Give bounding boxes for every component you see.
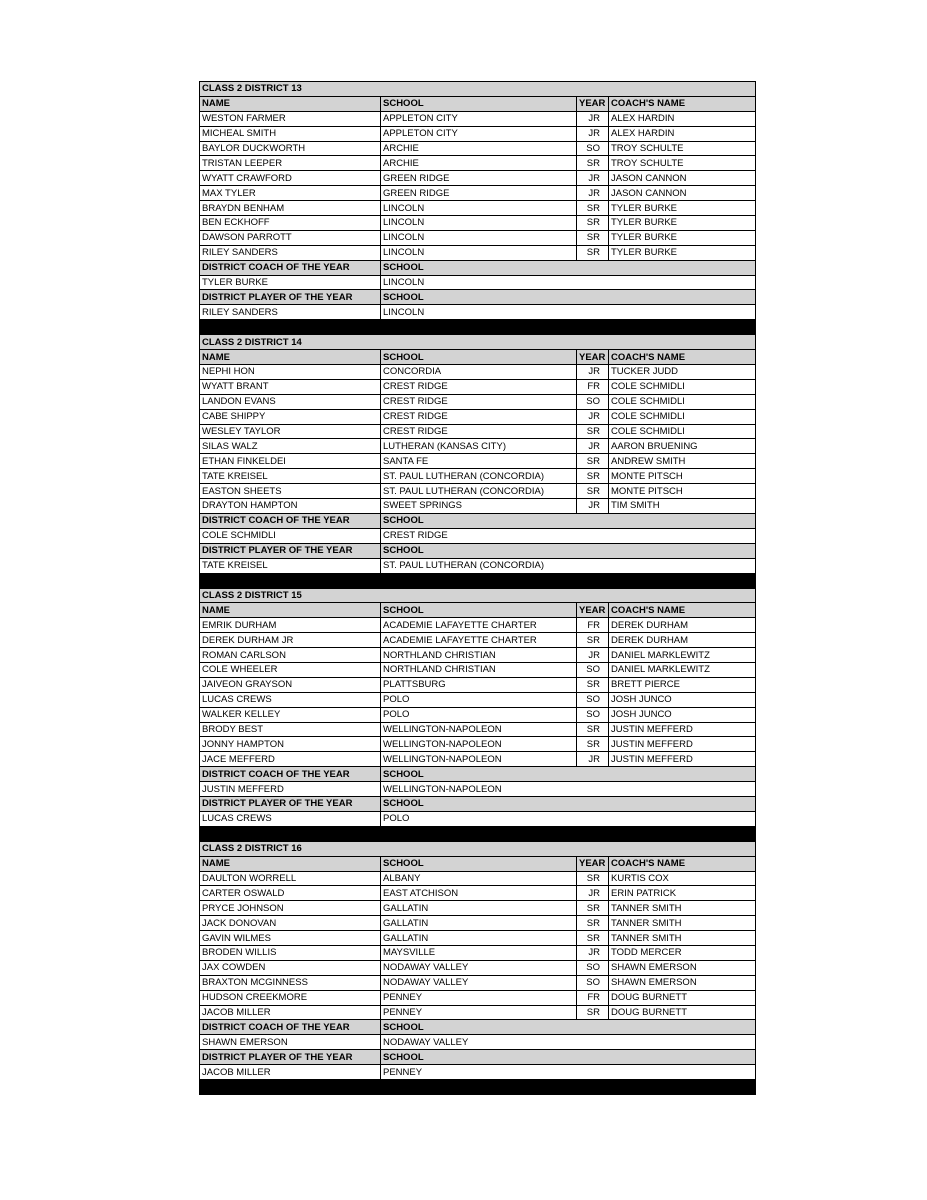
player-school: NORTHLAND CHRISTIAN	[381, 662, 577, 677]
player-year: JR	[577, 126, 609, 141]
player-year: SO	[577, 960, 609, 975]
player-school: SANTA FE	[381, 454, 577, 469]
player-coach: TANNER SMITH	[609, 931, 756, 946]
player-coach: MONTE PITSCH	[609, 484, 756, 499]
player-row	[200, 171, 756, 186]
player-school: NODAWAY VALLEY	[381, 975, 577, 990]
coach-of-year-row	[200, 782, 756, 797]
player-name: WALKER KELLEY	[200, 707, 381, 722]
separator-bar	[200, 1080, 756, 1095]
player-row	[200, 439, 756, 454]
player-of-year-school-label: SCHOOL	[381, 1050, 756, 1065]
player-of-year-name: JACOB MILLER	[200, 1065, 381, 1080]
player-name: BRODEN WILLIS	[200, 945, 381, 960]
player-row	[200, 722, 756, 737]
player-coach: ALEX HARDIN	[609, 111, 756, 126]
player-year: SO	[577, 707, 609, 722]
player-name: COLE WHEELER	[200, 662, 381, 677]
player-year: FR	[577, 618, 609, 633]
player-name: EMRIK DURHAM	[200, 618, 381, 633]
player-name: TATE KREISEL	[200, 469, 381, 484]
player-row	[200, 409, 756, 424]
header-name: NAME	[200, 856, 381, 871]
player-coach: COLE SCHMIDLI	[609, 394, 756, 409]
player-school: LINCOLN	[381, 230, 577, 245]
player-school: ARCHIE	[381, 141, 577, 156]
player-coach: TYLER BURKE	[609, 201, 756, 216]
player-row	[200, 886, 756, 901]
player-coach: TYLER BURKE	[609, 216, 756, 231]
district-title-row	[200, 841, 756, 856]
player-coach: JUSTIN MEFFERD	[609, 752, 756, 767]
player-coach: JASON CANNON	[609, 186, 756, 201]
coach-of-year-school: LINCOLN	[381, 275, 756, 290]
player-year: SR	[577, 737, 609, 752]
player-coach: COLE SCHMIDLI	[609, 424, 756, 439]
player-coach: SHAWN EMERSON	[609, 960, 756, 975]
player-of-year-row	[200, 811, 756, 826]
player-row	[200, 692, 756, 707]
player-school: SWEET SPRINGS	[381, 499, 577, 514]
player-row	[200, 365, 756, 380]
player-year: SR	[577, 484, 609, 499]
player-name: LUCAS CREWS	[200, 692, 381, 707]
player-row	[200, 975, 756, 990]
player-school: GREEN RIDGE	[381, 171, 577, 186]
player-row	[200, 126, 756, 141]
column-header-row	[200, 603, 756, 618]
player-coach: DANIEL MARKLEWITZ	[609, 662, 756, 677]
player-school: ACADEMIE LAFAYETTE CHARTER	[381, 633, 577, 648]
player-row	[200, 394, 756, 409]
player-of-year-label: DISTRICT PLAYER OF THE YEAR	[200, 290, 381, 305]
player-row	[200, 469, 756, 484]
player-year: JR	[577, 886, 609, 901]
player-row	[200, 499, 756, 514]
separator-bar	[200, 320, 756, 335]
column-header-row	[200, 856, 756, 871]
player-coach: KURTIS COX	[609, 871, 756, 886]
player-name: DAULTON WORRELL	[200, 871, 381, 886]
player-name: WESTON FARMER	[200, 111, 381, 126]
player-year: SO	[577, 662, 609, 677]
separator-bar	[200, 573, 756, 588]
player-school: ST. PAUL LUTHERAN (CONCORDIA)	[381, 484, 577, 499]
player-of-year-school-label: SCHOOL	[381, 290, 756, 305]
player-of-year-header-row	[200, 290, 756, 305]
coach-of-year-name: COLE SCHMIDLI	[200, 528, 381, 543]
player-coach: DEREK DURHAM	[609, 618, 756, 633]
player-row	[200, 737, 756, 752]
player-school: GALLATIN	[381, 901, 577, 916]
player-school: NORTHLAND CHRISTIAN	[381, 648, 577, 663]
player-year: SR	[577, 469, 609, 484]
player-year: JR	[577, 752, 609, 767]
player-name: CARTER OSWALD	[200, 886, 381, 901]
player-row	[200, 618, 756, 633]
player-name: EASTON SHEETS	[200, 484, 381, 499]
player-year: SR	[577, 722, 609, 737]
player-year: SR	[577, 677, 609, 692]
coach-of-year-school-label: SCHOOL	[381, 1020, 756, 1035]
player-row	[200, 216, 756, 231]
coach-of-year-school: CREST RIDGE	[381, 528, 756, 543]
player-school: NODAWAY VALLEY	[381, 960, 577, 975]
header-year: YEAR	[577, 350, 609, 365]
player-of-year-header-row	[200, 1050, 756, 1065]
player-name: WYATT BRANT	[200, 379, 381, 394]
player-school: CREST RIDGE	[381, 424, 577, 439]
player-row	[200, 201, 756, 216]
player-row	[200, 916, 756, 931]
player-row	[200, 156, 756, 171]
coach-of-year-label: DISTRICT COACH OF THE YEAR	[200, 513, 381, 528]
player-name: MICHEAL SMITH	[200, 126, 381, 141]
player-school: WELLINGTON-NAPOLEON	[381, 737, 577, 752]
player-of-year-header-row	[200, 543, 756, 558]
player-of-year-name: RILEY SANDERS	[200, 305, 381, 320]
player-year: JR	[577, 439, 609, 454]
player-row	[200, 111, 756, 126]
player-coach: DOUG BURNETT	[609, 1005, 756, 1020]
player-of-year-label: DISTRICT PLAYER OF THE YEAR	[200, 796, 381, 811]
player-coach: SHAWN EMERSON	[609, 975, 756, 990]
player-name: ETHAN FINKELDEI	[200, 454, 381, 469]
player-coach: TYLER BURKE	[609, 230, 756, 245]
all-district-table	[199, 81, 756, 1095]
player-year: SR	[577, 901, 609, 916]
coach-of-year-row	[200, 1035, 756, 1050]
player-row	[200, 648, 756, 663]
header-name: NAME	[200, 96, 381, 111]
player-name: WYATT CRAWFORD	[200, 171, 381, 186]
player-name: MAX TYLER	[200, 186, 381, 201]
player-coach: TUCKER JUDD	[609, 365, 756, 380]
player-of-year-name: TATE KREISEL	[200, 558, 381, 573]
player-school: MAYSVILLE	[381, 945, 577, 960]
player-school: LINCOLN	[381, 245, 577, 260]
player-year: JR	[577, 409, 609, 424]
coach-of-year-school: NODAWAY VALLEY	[381, 1035, 756, 1050]
player-of-year-school-label: SCHOOL	[381, 796, 756, 811]
player-name: JACK DONOVAN	[200, 916, 381, 931]
column-header-row	[200, 96, 756, 111]
player-school: POLO	[381, 707, 577, 722]
player-coach: ANDREW SMITH	[609, 454, 756, 469]
player-name: GAVIN WILMES	[200, 931, 381, 946]
player-school: LUTHERAN (KANSAS CITY)	[381, 439, 577, 454]
header-coach: COACH'S NAME	[609, 96, 756, 111]
player-coach: DANIEL MARKLEWITZ	[609, 648, 756, 663]
district-title: CLASS 2 DISTRICT 16	[200, 841, 756, 856]
player-name: BAYLOR DUCKWORTH	[200, 141, 381, 156]
player-name: DEREK DURHAM JR	[200, 633, 381, 648]
player-row	[200, 901, 756, 916]
player-school: LINCOLN	[381, 201, 577, 216]
coach-of-year-school: WELLINGTON-NAPOLEON	[381, 782, 756, 797]
header-school: SCHOOL	[381, 96, 577, 111]
player-coach: TROY SCHULTE	[609, 141, 756, 156]
player-of-year-row	[200, 1065, 756, 1080]
player-year: JR	[577, 171, 609, 186]
coach-of-year-header-row	[200, 513, 756, 528]
player-year: JR	[577, 945, 609, 960]
player-school: CONCORDIA	[381, 365, 577, 380]
player-year: SR	[577, 201, 609, 216]
player-coach: ALEX HARDIN	[609, 126, 756, 141]
player-coach: ERIN PATRICK	[609, 886, 756, 901]
all-district-sheet	[199, 81, 755, 1095]
player-school: GALLATIN	[381, 916, 577, 931]
player-row	[200, 454, 756, 469]
district-title: CLASS 2 DISTRICT 14	[200, 335, 756, 350]
player-name: BEN ECKHOFF	[200, 216, 381, 231]
player-year: SR	[577, 424, 609, 439]
header-school: SCHOOL	[381, 603, 577, 618]
player-name: RILEY SANDERS	[200, 245, 381, 260]
header-year: YEAR	[577, 603, 609, 618]
player-year: SR	[577, 245, 609, 260]
coach-of-year-row	[200, 528, 756, 543]
player-year: SO	[577, 394, 609, 409]
player-school: PENNEY	[381, 990, 577, 1005]
coach-of-year-row	[200, 275, 756, 290]
player-year: JR	[577, 111, 609, 126]
player-name: JAX COWDEN	[200, 960, 381, 975]
player-row	[200, 931, 756, 946]
coach-of-year-school-label: SCHOOL	[381, 513, 756, 528]
player-name: SILAS WALZ	[200, 439, 381, 454]
player-year: SR	[577, 871, 609, 886]
header-name: NAME	[200, 603, 381, 618]
player-year: SR	[577, 916, 609, 931]
player-school: WELLINGTON-NAPOLEON	[381, 752, 577, 767]
player-year: JR	[577, 648, 609, 663]
player-name: NEPHI HON	[200, 365, 381, 380]
section-separator	[200, 1080, 756, 1095]
player-year: SR	[577, 454, 609, 469]
header-year: YEAR	[577, 96, 609, 111]
coach-of-year-name: JUSTIN MEFFERD	[200, 782, 381, 797]
player-row	[200, 1005, 756, 1020]
player-row	[200, 633, 756, 648]
player-name: LANDON EVANS	[200, 394, 381, 409]
player-row	[200, 752, 756, 767]
player-school: EAST ATCHISON	[381, 886, 577, 901]
coach-of-year-school-label: SCHOOL	[381, 767, 756, 782]
player-row	[200, 960, 756, 975]
player-row	[200, 379, 756, 394]
coach-of-year-name: TYLER BURKE	[200, 275, 381, 290]
player-coach: TANNER SMITH	[609, 901, 756, 916]
player-row	[200, 186, 756, 201]
player-row	[200, 677, 756, 692]
player-year: SR	[577, 633, 609, 648]
player-row	[200, 245, 756, 260]
header-year: YEAR	[577, 856, 609, 871]
player-of-year-name: LUCAS CREWS	[200, 811, 381, 826]
player-year: SO	[577, 141, 609, 156]
player-row	[200, 662, 756, 677]
player-of-year-school: PENNEY	[381, 1065, 756, 1080]
player-coach: JUSTIN MEFFERD	[609, 737, 756, 752]
district-title: CLASS 2 DISTRICT 13	[200, 82, 756, 97]
player-coach: TODD MERCER	[609, 945, 756, 960]
header-coach: COACH'S NAME	[609, 350, 756, 365]
coach-of-year-label: DISTRICT COACH OF THE YEAR	[200, 767, 381, 782]
player-coach: JOSH JUNCO	[609, 707, 756, 722]
player-name: BRAYDN BENHAM	[200, 201, 381, 216]
header-name: NAME	[200, 350, 381, 365]
section-separator	[200, 573, 756, 588]
player-name: JAIVEON GRAYSON	[200, 677, 381, 692]
coach-of-year-header-row	[200, 1020, 756, 1035]
player-of-year-school: POLO	[381, 811, 756, 826]
player-coach: DEREK DURHAM	[609, 633, 756, 648]
section-separator	[200, 826, 756, 841]
player-year: JR	[577, 365, 609, 380]
player-of-year-row	[200, 558, 756, 573]
player-school: APPLETON CITY	[381, 111, 577, 126]
player-school: GREEN RIDGE	[381, 186, 577, 201]
player-name: BRODY BEST	[200, 722, 381, 737]
player-year: FR	[577, 990, 609, 1005]
player-coach: TROY SCHULTE	[609, 156, 756, 171]
player-school: CREST RIDGE	[381, 409, 577, 424]
player-coach: COLE SCHMIDLI	[609, 379, 756, 394]
player-name: ROMAN CARLSON	[200, 648, 381, 663]
player-name: CABE SHIPPY	[200, 409, 381, 424]
player-coach: JASON CANNON	[609, 171, 756, 186]
player-name: JACOB MILLER	[200, 1005, 381, 1020]
player-row	[200, 990, 756, 1005]
coach-of-year-school-label: SCHOOL	[381, 260, 756, 275]
player-row	[200, 871, 756, 886]
player-row	[200, 707, 756, 722]
player-school: ALBANY	[381, 871, 577, 886]
player-name: BRAXTON MCGINNESS	[200, 975, 381, 990]
player-name: JACE MEFFERD	[200, 752, 381, 767]
player-year: FR	[577, 379, 609, 394]
player-school: CREST RIDGE	[381, 394, 577, 409]
header-coach: COACH'S NAME	[609, 603, 756, 618]
coach-of-year-label: DISTRICT COACH OF THE YEAR	[200, 1020, 381, 1035]
player-of-year-label: DISTRICT PLAYER OF THE YEAR	[200, 543, 381, 558]
player-year: JR	[577, 186, 609, 201]
player-of-year-school: LINCOLN	[381, 305, 756, 320]
coach-of-year-name: SHAWN EMERSON	[200, 1035, 381, 1050]
player-of-year-row	[200, 305, 756, 320]
player-year: SR	[577, 1005, 609, 1020]
player-name: DRAYTON HAMPTON	[200, 499, 381, 514]
player-year: JR	[577, 499, 609, 514]
player-school: POLO	[381, 692, 577, 707]
player-of-year-school: ST. PAUL LUTHERAN (CONCORDIA)	[381, 558, 756, 573]
player-school: APPLETON CITY	[381, 126, 577, 141]
player-coach: TYLER BURKE	[609, 245, 756, 260]
player-of-year-school-label: SCHOOL	[381, 543, 756, 558]
player-school: ST. PAUL LUTHERAN (CONCORDIA)	[381, 469, 577, 484]
player-row	[200, 424, 756, 439]
player-year: SR	[577, 931, 609, 946]
coach-of-year-label: DISTRICT COACH OF THE YEAR	[200, 260, 381, 275]
player-row	[200, 141, 756, 156]
player-coach: DOUG BURNETT	[609, 990, 756, 1005]
player-school: GALLATIN	[381, 931, 577, 946]
player-school: WELLINGTON-NAPOLEON	[381, 722, 577, 737]
player-year: SR	[577, 230, 609, 245]
player-coach: COLE SCHMIDLI	[609, 409, 756, 424]
player-name: WESLEY TAYLOR	[200, 424, 381, 439]
player-name: TRISTAN LEEPER	[200, 156, 381, 171]
player-coach: MONTE PITSCH	[609, 469, 756, 484]
player-coach: TIM SMITH	[609, 499, 756, 514]
player-school: LINCOLN	[381, 216, 577, 231]
player-row	[200, 945, 756, 960]
player-name: PRYCE JOHNSON	[200, 901, 381, 916]
player-coach: AARON BRUENING	[609, 439, 756, 454]
player-name: HUDSON CREEKMORE	[200, 990, 381, 1005]
player-year: SO	[577, 692, 609, 707]
player-school: PENNEY	[381, 1005, 577, 1020]
player-coach: TANNER SMITH	[609, 916, 756, 931]
player-school: ARCHIE	[381, 156, 577, 171]
player-school: CREST RIDGE	[381, 379, 577, 394]
header-school: SCHOOL	[381, 350, 577, 365]
player-coach: JUSTIN MEFFERD	[609, 722, 756, 737]
player-of-year-header-row	[200, 796, 756, 811]
coach-of-year-header-row	[200, 260, 756, 275]
section-separator	[200, 320, 756, 335]
column-header-row	[200, 350, 756, 365]
player-row	[200, 230, 756, 245]
header-school: SCHOOL	[381, 856, 577, 871]
district-title-row	[200, 335, 756, 350]
coach-of-year-header-row	[200, 767, 756, 782]
player-of-year-label: DISTRICT PLAYER OF THE YEAR	[200, 1050, 381, 1065]
player-name: JONNY HAMPTON	[200, 737, 381, 752]
player-year: SR	[577, 156, 609, 171]
separator-bar	[200, 826, 756, 841]
district-title-row	[200, 588, 756, 603]
district-title: CLASS 2 DISTRICT 15	[200, 588, 756, 603]
district-title-row	[200, 82, 756, 97]
player-name: DAWSON PARROTT	[200, 230, 381, 245]
player-year: SO	[577, 975, 609, 990]
header-coach: COACH'S NAME	[609, 856, 756, 871]
player-coach: BRETT PIERCE	[609, 677, 756, 692]
player-row	[200, 484, 756, 499]
player-school: ACADEMIE LAFAYETTE CHARTER	[381, 618, 577, 633]
player-coach: JOSH JUNCO	[609, 692, 756, 707]
player-year: SR	[577, 216, 609, 231]
player-school: PLATTSBURG	[381, 677, 577, 692]
